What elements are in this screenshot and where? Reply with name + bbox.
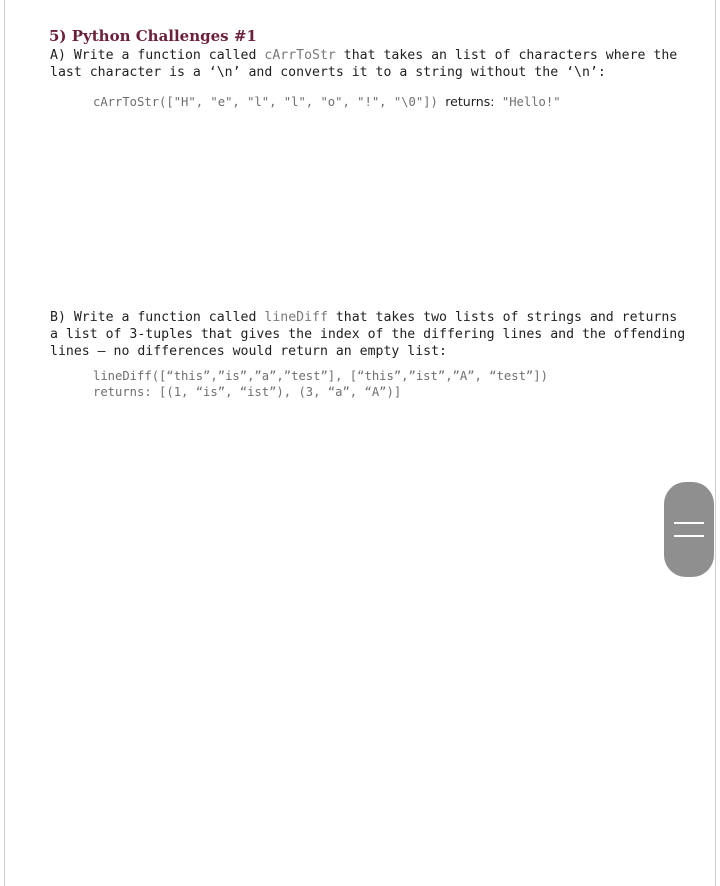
part-a-line-1-prefix: A) Write a function called (50, 48, 265, 63)
document-page (4, 0, 716, 886)
part-b-example-call: lineDiff([“this”,”is”,”a”,”test”], [“this”,”ist”,”A”, “test”]) (93, 369, 548, 383)
carrtostr-function-name: cArrToStr (264, 48, 336, 63)
part-a-example-call: cArrToStr(["H", "e", "l", "l", "o", "!", "\0"]) (93, 95, 438, 109)
part-a-prompt (50, 47, 678, 81)
part-a-line-2: last character is a ‘\n’ and converts it to a string without the ‘\n’: (50, 65, 606, 80)
part-b-line-1-suffix: that takes two lists of strings and returns (327, 310, 678, 325)
section-heading: 5) Python Challenges #1 (49, 27, 257, 45)
part-a-line-1-suffix: that takes an list of characters where the (335, 48, 678, 63)
part-b-example (93, 368, 548, 400)
part-b-line-2: a list of 3-tuples that gives the index of the differing lines and the offending (50, 327, 686, 342)
part-b-line-3: lines – no differences would return an empty list: (50, 344, 447, 359)
linediff-function-name: lineDiff (264, 310, 328, 325)
scroll-handle[interactable] (664, 482, 714, 577)
part-b-example-returns: returns: [(1, “is”, “ist”), (3, “a”, “A”)] (93, 385, 402, 399)
part-b-line-1-prefix: B) Write a function called (50, 310, 265, 325)
part-b-line-1 (50, 309, 678, 326)
part-a-example-returns-label: returns: (445, 94, 495, 109)
part-a-line-1 (50, 47, 678, 64)
drag-handle-icon (674, 522, 704, 537)
part-a-example (93, 94, 561, 110)
part-a-example-result: "Hello!" (501, 95, 561, 109)
part-b-prompt (50, 309, 686, 360)
